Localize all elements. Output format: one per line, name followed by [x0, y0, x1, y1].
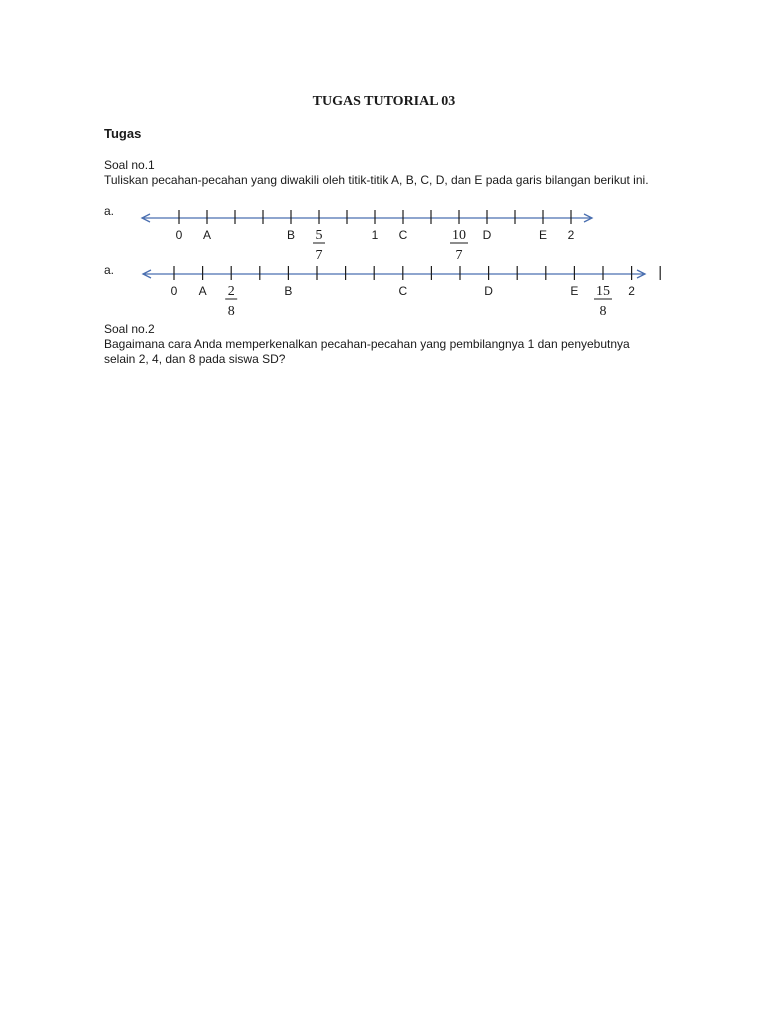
fraction-denominator: 7	[455, 248, 463, 263]
fraction-numerator: 15	[596, 284, 610, 299]
soal1-label: Soal no.1	[104, 158, 155, 172]
fraction-denominator: 8	[227, 304, 235, 319]
fraction-numerator: 2	[227, 284, 235, 299]
line2-item-label: a.	[104, 263, 115, 277]
point-label: 2	[628, 284, 635, 298]
point-label: C	[398, 284, 408, 298]
fraction-denominator: 8	[599, 304, 607, 319]
point-label: D	[482, 228, 492, 242]
soal2-question: Bagaimana cara Anda memperkenalkan pecahan-pecahan yang pembilangnya 1 dan penyebutnya selain 2, 4, dan 8 pada siswa SD?	[104, 337, 630, 366]
point-label: 0	[170, 284, 178, 298]
page-title: TUGAS TUTORIAL 03	[312, 94, 456, 109]
point-label: E	[538, 228, 548, 242]
point-label: A	[198, 284, 207, 298]
soal1-question: Tuliskan pecahan-pecahan yang diwakili oleh titik-titik A, B, C, D, dan E pada garis bilangan berikut ini.	[104, 173, 649, 187]
soal2-label: Soal no.2	[104, 322, 155, 336]
point-label: A	[202, 228, 212, 242]
point-label: D	[484, 284, 493, 298]
fraction-numerator: 5	[315, 228, 323, 243]
point-label: B	[284, 284, 293, 298]
section-heading: Tugas	[104, 126, 142, 141]
fraction-denominator: 7	[315, 248, 323, 263]
point-label: C	[398, 228, 408, 242]
point-label: 1	[371, 228, 379, 242]
number-line-2	[0, 0, 768, 340]
point-label: E	[570, 284, 579, 298]
line1-item-label: a.	[104, 204, 115, 218]
fraction-numerator: 10	[452, 228, 466, 243]
point-label: 2	[567, 228, 575, 242]
fraction-label	[225, 284, 237, 319]
fraction-label	[594, 284, 612, 319]
point-label: 0	[175, 228, 183, 242]
point-label: B	[286, 228, 296, 242]
